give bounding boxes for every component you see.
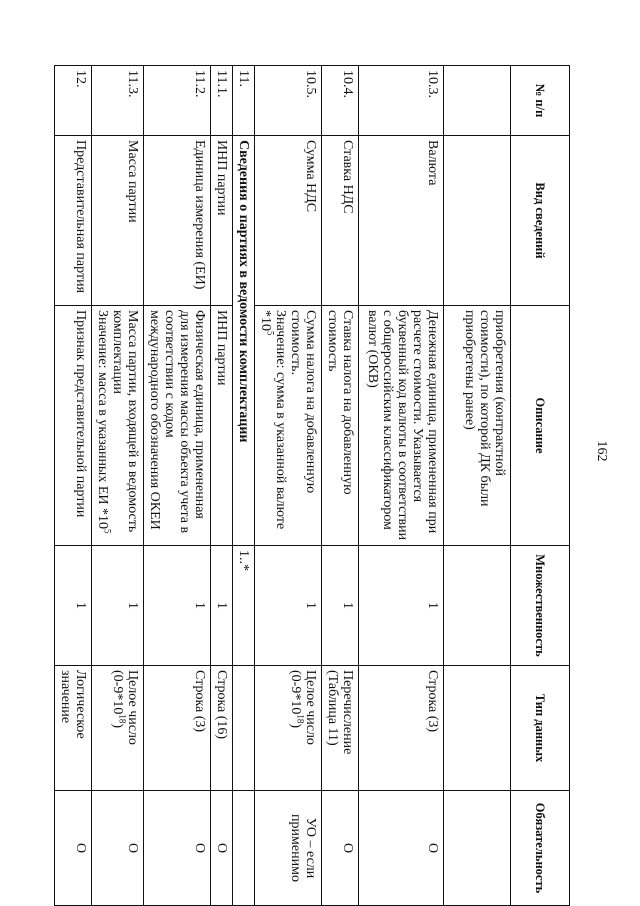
cell-data-type: Строка (16) [211, 666, 233, 791]
cell-kind: Масса партии [92, 136, 144, 306]
description-text: Сумма налога на добавленную стоимость. [288, 310, 318, 494]
cell-description: Ставка налога на добавленную стоимость [322, 306, 359, 546]
cell-num: 11.2. [144, 66, 211, 136]
cell-kind: Валюта [359, 136, 444, 306]
cell-mandatory: О [322, 791, 359, 906]
exponent: 5 [102, 529, 113, 534]
cell-mandatory: О [211, 791, 233, 906]
cell-multiplicity: 1 [55, 546, 92, 666]
cell-kind: Представительная партия [55, 136, 92, 306]
cell-kind: Сумма НДС [255, 136, 322, 306]
cell-mandatory: О [55, 791, 92, 906]
table-row [144, 66, 211, 906]
cell-multiplicity: 1 [92, 546, 144, 666]
cell-data-type [255, 666, 322, 791]
header-kind: Вид сведений [511, 136, 570, 306]
table-row [233, 66, 255, 906]
table-row [55, 66, 92, 906]
cell-description [255, 306, 322, 546]
cell-mandatory: О [92, 791, 144, 906]
table-row [92, 66, 144, 906]
cell-description: Признак представительной партии [55, 306, 92, 546]
cell-multiplicity [444, 546, 511, 666]
exponent: 5 [265, 331, 276, 336]
cell-num: 11. [233, 66, 255, 136]
header-num: № п/п [511, 66, 570, 136]
cell-data-type [444, 666, 511, 791]
page-number: 162 [594, 440, 609, 462]
cell-multiplicity: 1 [359, 546, 444, 666]
table-row [322, 66, 359, 906]
cell-description: Физическая единица, примененная для измерения массы объекта учета в соответствии с кодом международного обозначения ОКЕИ [144, 306, 211, 546]
data-type-range: (0-9*10 [110, 670, 125, 715]
cell-mandatory [233, 791, 255, 906]
cell-description: приобретения (контрактной стоимости), по которой ДК были приобретены ранее) [444, 306, 511, 546]
table-row [211, 66, 233, 906]
data-type-range-end: ) [288, 723, 303, 728]
cell-section-title: Сведения о партиях в ведомости комплектации [233, 136, 255, 546]
cell-num: 12. [55, 66, 92, 136]
cell-multiplicity: 1 [255, 546, 322, 666]
cell-num: 10.5. [255, 66, 322, 136]
data-type-range: (0-9*10 [288, 670, 303, 715]
cell-data-type: Строка (3) [144, 666, 211, 791]
description-value-text: Значение: сумма в указанной валюте *10 [258, 310, 288, 530]
cell-kind: Единица измерения (ЕИ) [144, 136, 211, 306]
cell-multiplicity: 1 [322, 546, 359, 666]
header-mandatory: Обязательность [511, 791, 570, 906]
cell-num: 10.4. [322, 66, 359, 136]
exponent: 18 [295, 714, 306, 724]
cell-kind: Ставка НДС [322, 136, 359, 306]
data-type-text: Целое число [303, 670, 318, 745]
cell-data-type: Строка (3) [359, 666, 444, 791]
exponent: 18 [117, 714, 128, 724]
header-data-type: Тип данных [511, 666, 570, 791]
description-text: Масса партии, входящей в ведомость комплектации [110, 310, 140, 533]
cell-description: Денежная единица, примененная при расчете стоимости. Указывается буквенный код валюты в соответствии с общероссийским классификатором валют (ОКВ) [359, 306, 444, 546]
data-type-range-end: ) [110, 723, 125, 728]
cell-data-type [92, 666, 144, 791]
data-table [54, 65, 570, 906]
cell-mandatory: О [359, 791, 444, 906]
cell-data-type: Перечисление (Таблица 11) [322, 666, 359, 791]
table-row [359, 66, 444, 906]
cell-multiplicity: 1 [144, 546, 211, 666]
cell-description [92, 306, 144, 546]
table-row [255, 66, 322, 906]
cell-num: 11.1. [211, 66, 233, 136]
table-row [444, 66, 511, 906]
cell-data-type: Логическое значение [55, 666, 92, 791]
cell-description: ИНП партии [211, 306, 233, 546]
cell-num: 11.3. [92, 66, 144, 136]
header-description: Описание [511, 306, 570, 546]
cell-mandatory [444, 791, 511, 906]
description-value-text: Значение: масса в указанных ЕИ *10 [95, 310, 110, 530]
cell-multiplicity: 1 [211, 546, 233, 666]
cell-data-type [233, 666, 255, 791]
cell-mandatory: УО – если применимо [255, 791, 322, 906]
header-row [511, 66, 570, 906]
cell-kind: ИНП партии [211, 136, 233, 306]
document-page [35, 65, 570, 905]
cell-num [444, 66, 511, 136]
cell-num: 10.3. [359, 66, 444, 136]
cell-kind [444, 136, 511, 306]
cell-multiplicity: 1..* [233, 546, 255, 666]
cell-mandatory: О [144, 791, 211, 906]
data-type-text: Целое число [125, 670, 140, 745]
header-multiplicity: Множественность [511, 546, 570, 666]
